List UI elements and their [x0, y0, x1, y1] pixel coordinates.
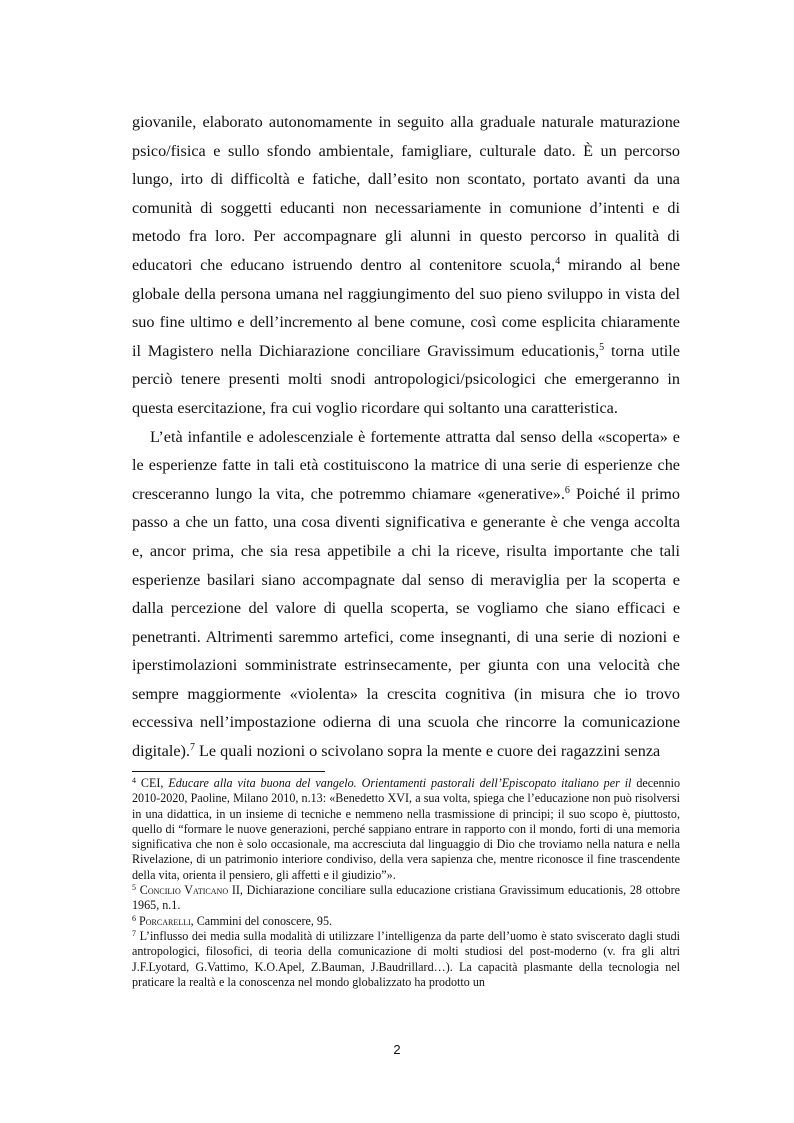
footnote-separator [132, 771, 325, 772]
footnote-text: , Cammini del conoscere, 95. [190, 913, 333, 928]
footnote-author: CEI, [136, 776, 169, 790]
footnote-author: Concilio Vaticano [139, 883, 229, 898]
footnote-7 [132, 929, 680, 990]
paragraph-text: giovanile, elaborato autonomamente in seguito alla graduale naturale maturazione psico/fisica e sullo sfondo ambientale, famigliare, culturale dato. È un percorso lungo, irto di difficoltà e fatiche, dall’esito non scontato, portato avanti da una comunità di soggetti educanti non necessariamente in comunione d’intenti e di metodo fra loro. Per accompagnare gli alunni in questo percorso in qualità di educatori che educano istruendo dentro al contenitore scuola, [132, 113, 680, 274]
paragraph-text: mirando al bene globale della persona umana nel raggiungimento del suo pieno sviluppo in vista del suo fine ultimo e dell’incremento al bene comune, così come esplicita chiaramente il Magistero nella Dichiarazione conciliare Gravissimum educationis, [132, 255, 680, 360]
footnote-author: Porcarelli [139, 913, 191, 928]
footnote-4 [132, 776, 680, 883]
main-text [132, 108, 680, 766]
footnote-ref-6[interactable]: 6 [564, 484, 570, 496]
footnote-ref-7[interactable]: 7 [189, 742, 195, 754]
footnote-text: L’influsso dei media sulla modalità di utilizzare l’intelligenza da parte dell’uomo è stato sviscerato dagli studi antropologici, filosofici, di teoria della comunicazione di molti studiosi del post-moderno (v. fra gli altri J.F.Lyotard, G.Vattimo, K.O.Apel, Z.Bauman, J.Baudrillard…). La capacità plasmante della tecnologia nel praticare la realtà e la conoscenza nel mondo globalizzato ha prodotto un [132, 928, 680, 989]
footnote-ref-5[interactable]: 5 [599, 341, 605, 353]
paragraph-text: torna utile perciò tenere presenti molti snodi antropologici/psicologici che emergeranno in questa esercitazione, fra cui voglio ricordare qui soltanto una caratteristica. [132, 341, 680, 417]
footnote-text: decennio 2010-2020, Paoline, Milano 2010, n.13: «Benedetto XVI, a sua volta, spiega che l’educazione non può risolversi in una didattica, in un insieme di tecniche e nemmeno nella trasmissione di principi; il suo scopo è, piuttosto, quello di “formare le nuove generazioni, perché sappiano entrare in rapporto con il mondo, forti di una memoria significativa che non è solo occasionale, ma accresciuta dal linguaggio di Dio che troviamo nella natura e nella Rivelazione, di un patrimonio interiore condiviso, della vera sapienza che, mentre riconosce il fine trascendente della vita, orienta il pensiero, gli affetti e il giudizio”». [132, 776, 680, 882]
footnotes [132, 776, 680, 990]
page-number: 2 [393, 1042, 401, 1057]
footnote-number: 4 [132, 776, 136, 785]
footnote-number: 6 [132, 913, 136, 923]
paragraph-text: Le quali nozioni o scivolano sopra la mente e cuore dei ragazzini senza [194, 742, 661, 761]
footnote-number: 7 [132, 928, 136, 938]
footnote-6 [132, 914, 680, 929]
paragraph-2 [132, 423, 680, 766]
footnote-number: 5 [132, 883, 136, 893]
paragraph-text: L’età infantile e adolescenziale è fortemente attratta dal senso della «scoperta» e le esperienze fatte in tali età costituiscono la matrice di una serie di esperienze che cresceranno lungo la vita, che potremmo chiamare «generative». [132, 427, 680, 503]
footnote-text: II, Dichiarazione conciliare sulla educazione cristiana Gravissimum educationis, 28 ottobre 1965, n.1. [132, 883, 680, 913]
footnote-5 [132, 883, 680, 914]
paragraph-1 [132, 108, 680, 423]
footnote-ref-4[interactable]: 4 [555, 255, 561, 267]
paragraph-text: Poiché il primo passo a che un fatto, una cosa diventi significativa e generante è che venga accolta e, ancor prima, che sia resa appetibile a chi la riceve, risulta importante che tali esperienze basilari siano accompagnate dal senso di meraviglia per la scoperta e dalla percezione del valore di quella scoperta, se vogliamo che siano efficaci e penetranti. Altrimenti saremmo artefici, come insegnanti, di una serie di nozioni e iperstimolazioni somministrate estrinsecamente, per giunta con una velocità che sempre maggiormente «violenta» la crescita cognitiva (in misura che io trovo eccessiva nell’impostazione odierna di una scuola che rincorre la comunicazione digitale). [132, 484, 680, 761]
footnote-title: Educare alla vita buona del vangelo. Orientamenti pastorali dell’Episcopato italiano per il [168, 776, 632, 790]
